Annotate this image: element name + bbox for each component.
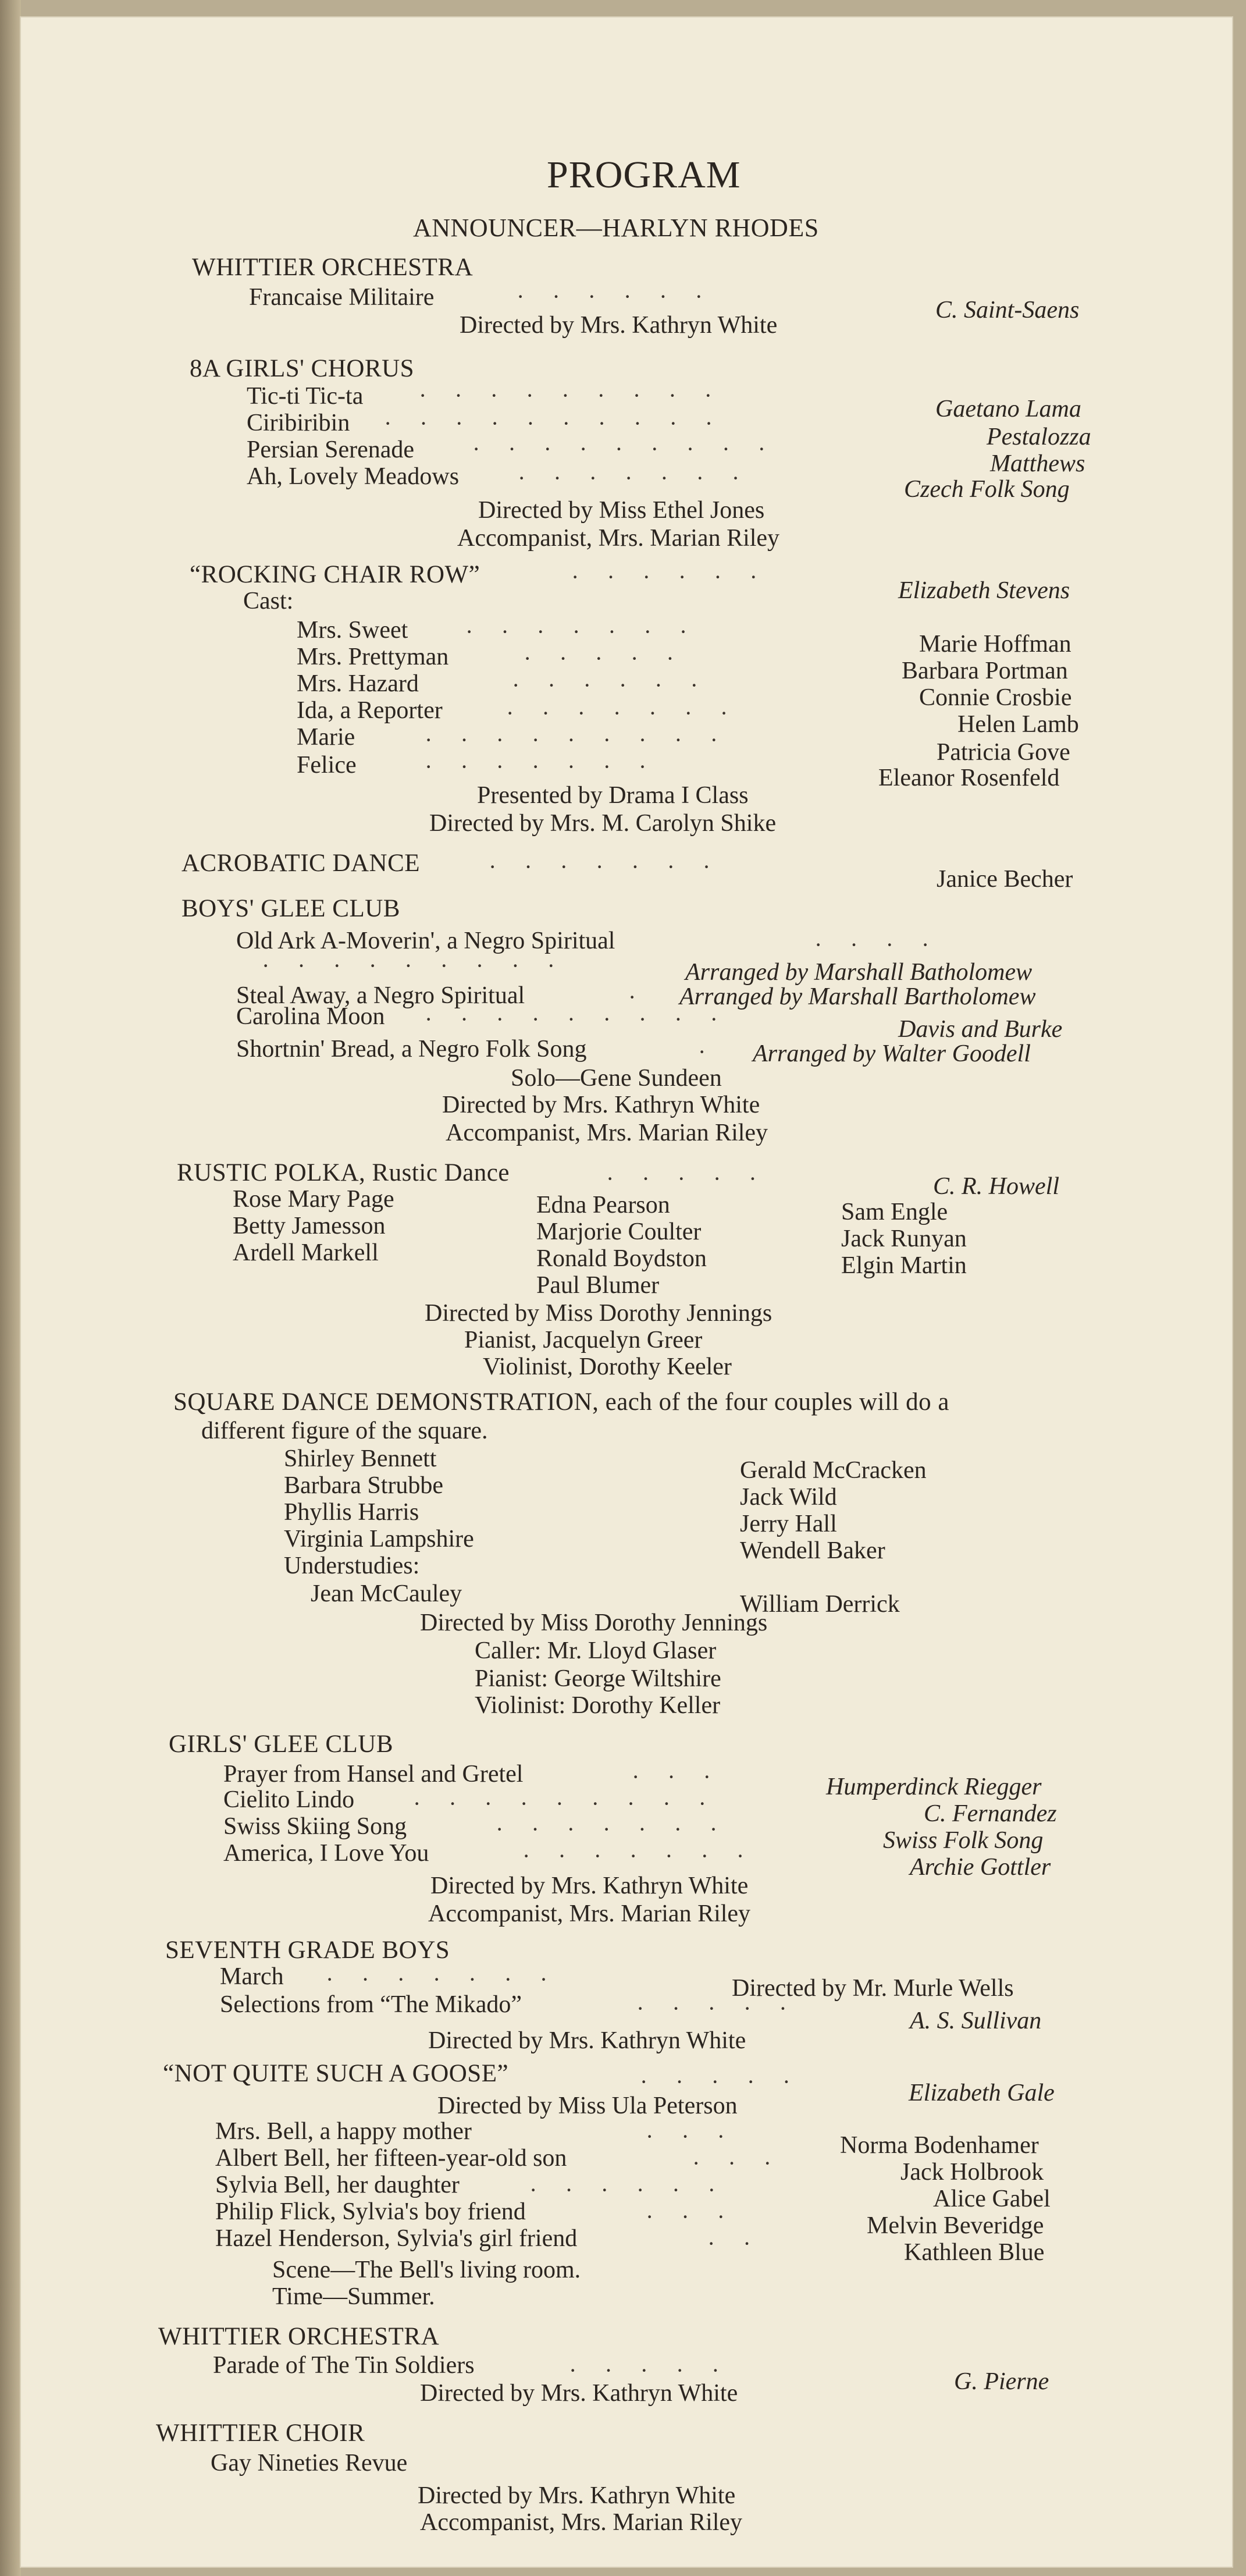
director-line: Directed by Miss Dorothy Jennings [425,1300,772,1327]
cast-actor: Melvin Beveridge [867,2212,1044,2239]
program-title: PROGRAM [547,154,741,196]
leader-dots: ····· [636,1995,815,2021]
composer: C. Fernandez [924,1800,1057,1827]
leader-dots: ·· [707,2230,779,2257]
cast-role: Felice [297,752,357,779]
understudy-name: Jean McCauley [311,1580,462,1607]
song-title: Steal Away, a Negro Spiritual [236,982,525,1009]
leader-dots: ····· [569,2357,747,2383]
leader-dots: ·········· [384,410,741,436]
cast-label: Cast: [243,588,294,614]
violinist-line: Violinist, Dorothy Keeler [483,1353,732,1380]
leader-dots: ········· [262,953,583,979]
pianist-line: Pianist: George Wiltshire [475,1665,721,1692]
song-title: Tic-ti Tic-ta [247,383,364,410]
piece-title: March [220,1963,284,1990]
leader-dots: ····· [640,2069,818,2095]
dancer-name: Ardell Markell [233,1239,379,1266]
leader-dots: ······· [496,1816,746,1842]
cast-actor: Kathleen Blue [904,2239,1045,2266]
dancer-name: Marjorie Coulter [536,1218,702,1245]
director-line: Directed by Miss Ula Peterson [437,2092,738,2119]
section-heading: RUSTIC POLKA, Rustic Dance [177,1159,510,1186]
piece-title: Francaise Militaire [249,284,435,311]
composer: C. Saint-Saens [935,297,1080,324]
accompanist-line: Accompanist, Mrs. Marian Riley [420,2509,743,2536]
composer: C. R. Howell [933,1173,1059,1200]
cast-role: Philip Flick, Sylvia's boy friend [215,2198,526,2225]
leader-dots: ········· [419,382,740,408]
composer: G. Pierne [954,2368,1049,2395]
cast-role: Mrs. Prettyman [297,644,449,670]
cast-role: Albert Bell, her fifteen-year-old son [215,2145,567,2172]
leader-dots: ······ [512,672,726,698]
cast-role: Mrs. Sweet [297,617,408,644]
director-line: Directed by Mrs. Kathryn White [442,1092,760,1118]
composer: Swiss Folk Song [883,1827,1044,1854]
dancer-name: Jerry Hall [740,1511,837,1537]
leader-dots: ······· [465,619,715,645]
leader-dots: ········· [425,1006,746,1032]
play-author: Elizabeth Gale [909,2080,1055,2106]
leader-dots: · [628,984,664,1010]
leader-dots: ······· [518,465,768,491]
cast-role: Sylvia Bell, her daughter [215,2172,460,2198]
dancer-name: Sam Engle [841,1199,948,1225]
cast-actor: Barbara Portman [902,658,1068,684]
leader-dots: ······· [522,1843,772,1869]
leader-dots: · [698,1039,734,1065]
song-title: Prayer from Hansel and Gretel [223,1761,524,1788]
director-line: Directed by Mrs. Kathryn White [430,1873,749,1899]
section-heading: 8A GIRLS' CHORUS [190,355,415,382]
dancer-name: Gerald McCracken [740,1457,927,1484]
dancer-name: Betty Jamesson [233,1213,386,1239]
composer: Archie Gottler [910,1854,1051,1881]
section-heading: WHITTIER ORCHESTRA [158,2323,440,2350]
time-line: Time—Summer. [272,2283,435,2310]
leader-dots: ······· [506,700,756,726]
leader-dots: ··· [632,1764,739,1790]
section-heading: BOYS' GLEE CLUB [181,895,400,922]
solo-line: Solo—Gene Sundeen [511,1065,722,1092]
section-heading: ACROBATIC DANCE [181,850,421,877]
section-heading: SEVENTH GRADE BOYS [165,1937,450,1964]
arrangement-credit: Arranged by Walter Goodell [753,1040,1031,1067]
section-subheading: different figure of the square. [201,1417,488,1444]
play-author: Elizabeth Stevens [898,577,1070,604]
section-heading: WHITTIER ORCHESTRA [192,254,474,281]
cast-actor: Alice Gabel [933,2186,1051,2212]
dancer-name: Shirley Bennett [284,1445,437,1472]
song-title: Carolina Moon [236,1003,385,1030]
leader-dots: ······ [529,2177,743,2203]
director-line: Directed by Mrs. M. Carolyn Shike [429,810,777,837]
piece-title: Parade of The Tin Soldiers [213,2352,475,2379]
director-line: Directed by Mr. Murle Wells [732,1975,1014,2002]
dancer-name: Ronald Boydston [536,1245,707,1272]
cast-role: Ida, a Reporter [297,697,443,724]
composer: Gaetano Lama [935,396,1081,422]
composer: Humperdinck Riegger [826,1774,1042,1800]
leader-dots: ····· [524,645,702,671]
leader-dots: ··· [646,2123,753,2149]
composer: Pestalozza [987,424,1091,450]
presented-line: Presented by Drama I Class [477,782,749,809]
accompanist-line: Accompanist, Mrs. Marian Riley [428,1900,751,1927]
director-line: Directed by Miss Dorothy Jennings [420,1609,768,1636]
director-line: Directed by Mrs. Kathryn White [428,2027,746,2054]
violinist-line: Violinist: Dorothy Keller [475,1692,721,1719]
piece-title: Gay Nineties Revue [211,2450,408,2476]
director-line: Directed by Mrs. Kathryn White [460,312,778,339]
section-heading: “ROCKING CHAIR ROW” [190,561,480,588]
leader-dots: ··· [646,2204,753,2230]
dancer-name: Jack Wild [740,1484,837,1511]
section-heading: GIRLS' GLEE CLUB [169,1731,394,1758]
piece-title: Selections from “The Mikado” [220,1991,522,2018]
song-title: Old Ark A-Moverin', a Negro Spiritual [236,928,615,954]
song-title: Swiss Skiing Song [223,1813,407,1840]
pianist-line: Pianist, Jacquelyn Greer [464,1327,703,1353]
dancer-name: Paul Blumer [536,1272,660,1299]
composer: Czech Folk Song [904,476,1070,503]
leader-dots: ···· [814,932,957,958]
cast-role: Marie [297,724,355,751]
leader-dots: ······ [517,283,731,310]
composer: Matthews [990,450,1085,477]
dancer-name: Elgin Martin [841,1252,967,1279]
director-line: Directed by Mrs. Kathryn White [420,2380,738,2407]
scene-line: Scene—The Bell's living room. [272,2257,581,2283]
song-title: Shortnin' Bread, a Negro Folk Song [236,1036,587,1063]
cast-role: Mrs. Hazard [297,670,419,697]
dancer-name: Rose Mary Page [233,1186,394,1213]
section-heading: WHITTIER CHOIR [156,2419,365,2447]
performer: Janice Becher [937,866,1073,893]
dancer-name: Wendell Baker [740,1537,885,1564]
cast-role: Mrs. Bell, a happy mother [215,2118,472,2145]
director-line: Directed by Mrs. Kathryn White [418,2482,736,2509]
leader-dots: ······· [489,854,739,880]
leader-dots: ········· [425,727,746,753]
announcer-line: ANNOUNCER—HARLYN RHODES [413,214,819,242]
song-title: Ciribiribin [247,410,350,436]
dancer-name: Phyllis Harris [284,1499,419,1526]
arrangement-credit: Arranged by Marshall Bartholomew [679,983,1036,1010]
understudies-label: Understudies: [284,1552,420,1579]
accompanist-line: Accompanist, Mrs. Marian Riley [446,1120,768,1146]
understudy-name: William Derrick [740,1591,900,1618]
cast-actor: Eleanor Rosenfeld [878,765,1060,791]
director-line: Directed by Miss Ethel Jones [478,497,765,524]
leader-dots: ········· [472,436,793,462]
cast-actor: Patricia Gove [937,739,1070,766]
song-title: Cielito Lindo [223,1786,355,1813]
song-title: Persian Serenade [247,436,415,463]
dancer-name: Edna Pearson [536,1192,670,1218]
cast-actor: Helen Lamb [957,711,1079,738]
dancer-name: Jack Runyan [841,1225,967,1252]
leader-dots: ······ [571,564,785,590]
section-heading: SQUARE DANCE DEMONSTRATION, each of the four couples will do a [173,1388,949,1416]
arrangement-credit: Davis and Burke [898,1016,1063,1043]
composer: A. S. Sullivan [910,2007,1042,2034]
cast-actor: Norma Bodenhamer [840,2132,1039,2159]
leader-dots: ······· [326,1966,576,1992]
section-heading: “NOT QUITE SUCH A GOOSE” [163,2060,509,2087]
leader-dots: ······· [425,754,675,780]
dancer-name: Virginia Lampshire [284,1526,474,1552]
cast-role: Hazel Henderson, Sylvia's girl friend [215,2225,578,2252]
cast-actor: Jack Holbrook [900,2159,1044,2186]
cast-actor: Connie Crosbie [919,684,1072,711]
caller-line: Caller: Mr. Lloyd Glaser [475,1637,717,1664]
leader-dots: ········· [413,1790,734,1817]
leader-dots: ····· [606,1166,785,1192]
accompanist-line: Accompanist, Mrs. Marian Riley [457,525,780,552]
cast-actor: Marie Hoffman [919,631,1071,658]
song-title: America, I Love You [223,1840,429,1867]
song-title: Ah, Lovely Meadows [247,463,460,490]
arrangement-credit: Arranged by Marshall Batholomew [685,959,1033,986]
paper-edge-shadow [0,0,21,2576]
dancer-name: Barbara Strubbe [284,1472,444,1499]
leader-dots: ··· [692,2150,799,2176]
